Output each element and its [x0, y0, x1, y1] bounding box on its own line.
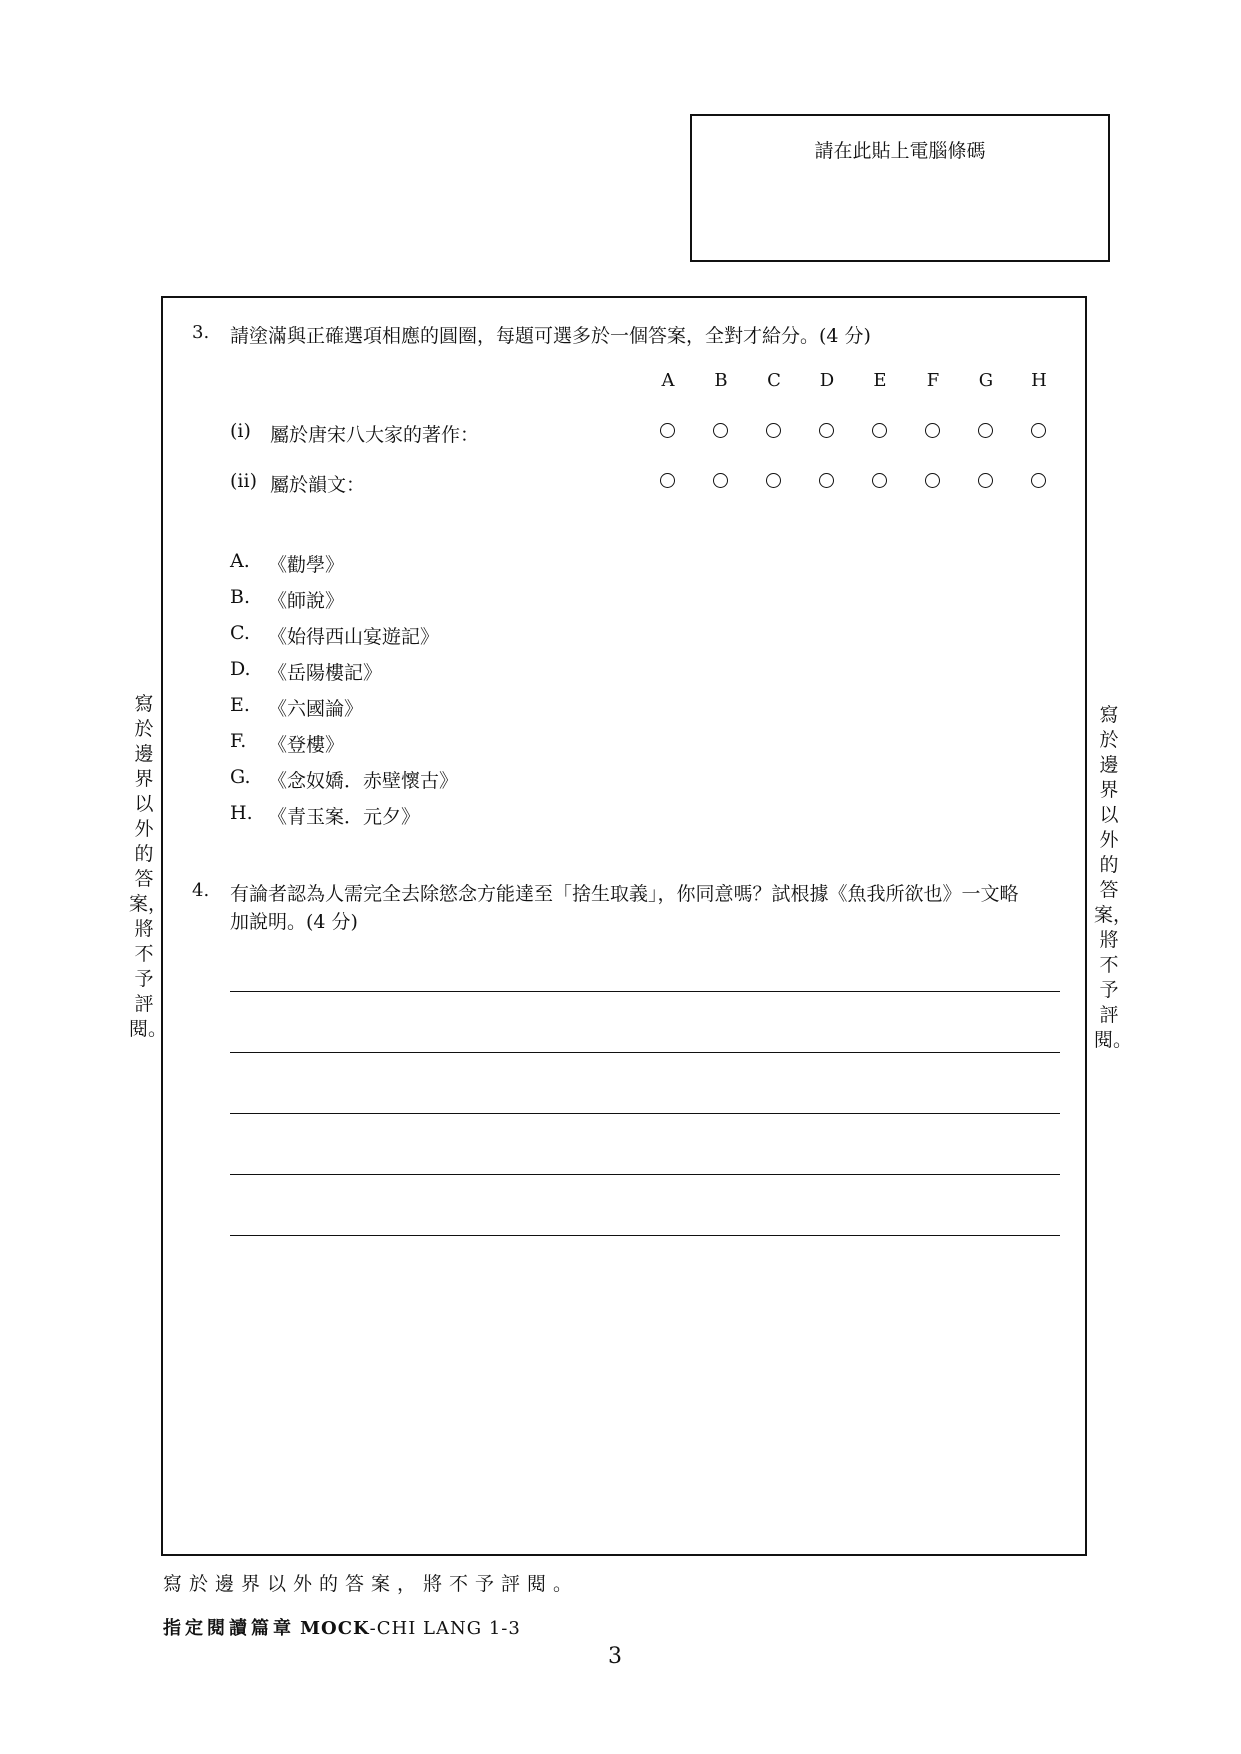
bubble-ii-f[interactable]	[925, 473, 940, 488]
column-letter: F	[926, 370, 940, 391]
bubble-ii-h[interactable]	[1031, 473, 1046, 488]
option-letter: G.	[230, 766, 251, 788]
option-letter: H.	[230, 802, 253, 824]
row-i-label: 屬於唐宋八大家的著作：	[270, 424, 480, 446]
q3-prompt: 請塗滿與正確選項相應的圓圈，每題可選多於一個答案，全對才給分。(4 分)	[230, 325, 871, 347]
barcode-box	[690, 114, 1110, 262]
column-letter: E	[873, 370, 887, 391]
bubble-i-c[interactable]	[766, 423, 781, 438]
bubble-ii-e[interactable]	[872, 473, 887, 488]
q4-number: 4.	[192, 880, 210, 901]
bubble-i-h[interactable]	[1031, 423, 1046, 438]
option-letter: C.	[230, 622, 250, 644]
column-letter: C	[767, 370, 781, 391]
answer-line[interactable]	[230, 991, 1060, 992]
column-letter: B	[714, 370, 728, 391]
bubble-ii-b[interactable]	[713, 473, 728, 488]
footer-code-prefix: MOCK	[300, 1618, 370, 1639]
bubble-ii-c[interactable]	[766, 473, 781, 488]
option-title: 《始得西山宴遊記》	[268, 626, 440, 648]
side-warning-right: 寫於邊界以外的答案，將不予評閱。	[1094, 704, 1133, 1051]
bubble-i-a[interactable]	[660, 423, 675, 438]
column-letter: D	[819, 370, 835, 391]
row-ii-label: 屬於韻文：	[270, 474, 366, 496]
option-letter: F.	[230, 730, 247, 752]
option-letter: B.	[230, 586, 251, 608]
column-letter: G	[978, 370, 994, 391]
option-title: 《岳陽樓記》	[268, 662, 383, 684]
option-letter: D.	[230, 658, 251, 680]
footer	[163, 1614, 521, 1640]
side-warning-left: 寫於邊界以外的答案，將不予評閱。	[129, 693, 168, 1040]
answer-line[interactable]	[230, 1113, 1060, 1114]
bubble-i-e[interactable]	[872, 423, 887, 438]
bubble-i-f[interactable]	[925, 423, 940, 438]
option-title: 《念奴嬌．赤壁懷古》	[268, 770, 459, 792]
q4-prompt-line2: 加說明。(4 分)	[230, 911, 358, 933]
answer-line[interactable]	[230, 1052, 1060, 1053]
row-ii-number: (ii)	[230, 470, 257, 492]
column-letter: A	[661, 370, 675, 391]
answer-line[interactable]	[230, 1174, 1060, 1175]
footer-label: 指定閱讀篇章	[163, 1618, 295, 1639]
q3-number: 3.	[192, 322, 210, 343]
bubble-i-b[interactable]	[713, 423, 728, 438]
bubble-ii-a[interactable]	[660, 473, 675, 488]
option-title: 《登樓》	[268, 734, 345, 756]
footer-code-rest: -CHI LANG 1-3	[369, 1618, 521, 1639]
column-letter: H	[1031, 370, 1047, 391]
q4-prompt-line1: 有論者認為人需完全去除慾念方能達至「捨生取義」，你同意嗎？試根據《魚我所欲也》一文略	[230, 883, 1019, 905]
bubble-i-g[interactable]	[978, 423, 993, 438]
row-i-number: (i)	[230, 420, 251, 442]
barcode-label: 請在此貼上電腦條碼	[814, 140, 986, 162]
answer-line[interactable]	[230, 1235, 1060, 1236]
bubble-i-d[interactable]	[819, 423, 834, 438]
bottom-warning: 寫於邊界以外的答案，將不予評閱。	[163, 1573, 580, 1595]
option-letter: E.	[230, 694, 250, 716]
page-number: 3	[608, 1644, 622, 1669]
bubble-ii-g[interactable]	[978, 473, 993, 488]
option-title: 《師說》	[268, 590, 345, 612]
bubble-ii-d[interactable]	[819, 473, 834, 488]
option-title: 《勸學》	[268, 554, 345, 576]
option-title: 《青玉案．元夕》	[268, 806, 421, 828]
option-letter: A.	[230, 550, 250, 572]
option-title: 《六國論》	[268, 698, 364, 720]
